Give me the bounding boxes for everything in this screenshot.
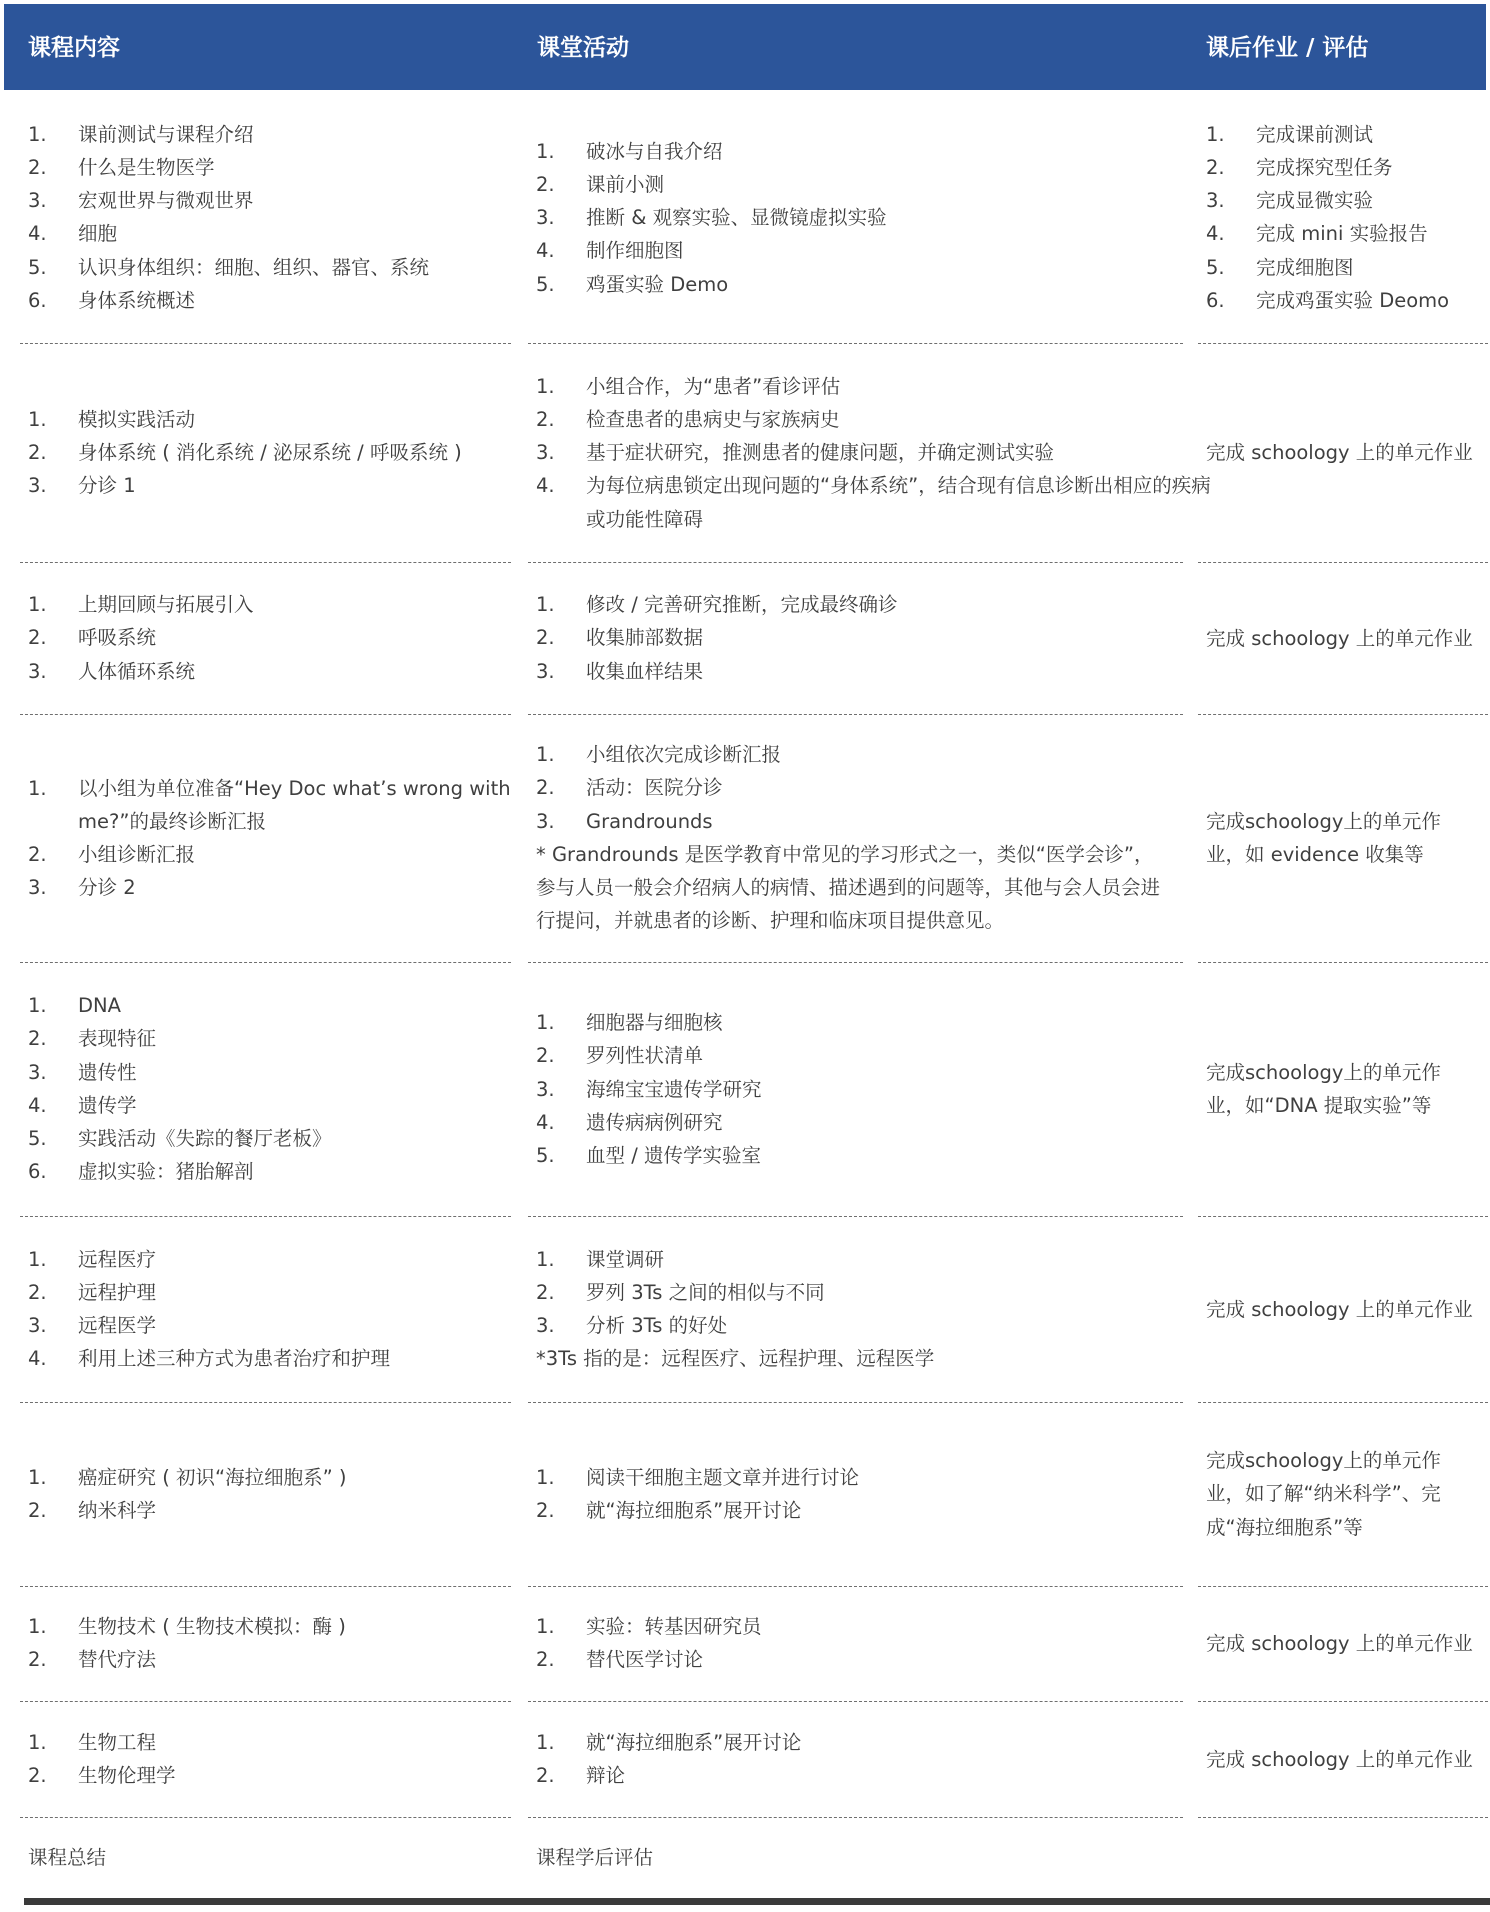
item-number: 4. xyxy=(536,474,555,498)
row-divider xyxy=(528,1586,1183,1587)
item-number: 5. xyxy=(536,1144,555,1168)
item-number: 3. xyxy=(536,206,555,230)
item-text: 修改 / 完善研究推断，完成最终确诊 xyxy=(586,593,898,616)
course-content-cell xyxy=(28,1610,508,1677)
item-number: 1. xyxy=(28,994,47,1017)
list-item xyxy=(536,1643,1226,1676)
list-item xyxy=(536,1610,1226,1643)
item-number: 6. xyxy=(1206,288,1225,312)
list-item xyxy=(28,217,558,250)
list-item xyxy=(28,403,558,436)
item-number: 3. xyxy=(28,189,47,213)
homework-cell xyxy=(1206,1056,1478,1123)
item-number: 1. xyxy=(536,593,555,616)
list-item xyxy=(536,135,1226,168)
list-item xyxy=(536,1243,1226,1276)
item-text: 表现特征 xyxy=(78,1027,157,1051)
item-text: 活动：医院分诊 xyxy=(586,776,723,800)
header-homework-assessment: 课后作业 / 评估 xyxy=(1206,35,1369,61)
item-text: 利用上述三种方式为患者治疗和护理 xyxy=(78,1347,391,1371)
item-number: 4. xyxy=(28,222,47,246)
item-text: 血型 / 遗传学实验室 xyxy=(586,1144,761,1168)
class-activities-cell xyxy=(536,135,1176,301)
list-item xyxy=(28,118,558,151)
numbered-list xyxy=(28,1726,508,1793)
header-course-content: 课程内容 xyxy=(28,35,120,61)
course-content-cell xyxy=(28,989,508,1189)
item-text: 推断 & 观察实验、显微镜虚拟实验 xyxy=(586,206,887,230)
item-number: 1. xyxy=(28,407,47,431)
course-content-cell xyxy=(28,1461,508,1528)
item-text: 身体系统概述 xyxy=(78,288,196,312)
table-header xyxy=(4,4,1486,90)
item-text: 课堂调研 xyxy=(586,1247,665,1271)
list-item xyxy=(536,234,1226,267)
item-number: 1. xyxy=(28,776,47,800)
row-divider xyxy=(528,1817,1183,1818)
item-text: 完成探究型任务 xyxy=(1256,155,1393,179)
numbered-list xyxy=(536,370,1211,536)
row-divider xyxy=(20,962,511,963)
list-item xyxy=(536,168,1226,201)
item-number: 3. xyxy=(536,1314,555,1338)
item-number: 4. xyxy=(536,239,555,263)
list-item xyxy=(28,469,558,502)
list-item xyxy=(28,1643,558,1676)
course-content-cell xyxy=(28,1243,508,1376)
item-text: 分诊 2 xyxy=(78,876,136,900)
homework-text: 完成 schoology 上的单元作业 xyxy=(1206,441,1473,464)
item-number: 3. xyxy=(28,659,47,683)
summary-activities-cell xyxy=(536,1841,653,1874)
item-text: 小组诊断汇报 xyxy=(78,843,196,867)
item-text: 罗列 3Ts 之间的相似与不同 xyxy=(586,1280,825,1304)
list-item xyxy=(28,1243,558,1276)
row-divider xyxy=(20,1586,511,1587)
list-item xyxy=(28,1122,558,1155)
item-text: 宏观世界与微观世界 xyxy=(78,189,254,213)
item-number: 5. xyxy=(28,255,47,279)
class-activities-cell xyxy=(536,1006,1176,1172)
list-item xyxy=(28,151,558,184)
homework-cell xyxy=(1206,622,1478,655)
list-item xyxy=(1206,251,1490,284)
list-item xyxy=(536,1759,1226,1792)
numbered-list xyxy=(1206,118,1478,318)
class-activities-cell xyxy=(536,370,1211,536)
list-item xyxy=(536,1726,1226,1759)
list-item xyxy=(28,838,558,871)
list-item xyxy=(536,771,1226,804)
class-activities-cell xyxy=(536,1726,1176,1793)
list-item xyxy=(536,268,1226,301)
item-text: 就“海拉细胞系”展开讨论 xyxy=(586,1498,802,1522)
item-number: 1. xyxy=(536,374,555,398)
item-number: 2. xyxy=(1206,155,1225,179)
row-divider xyxy=(20,1216,511,1217)
item-number: 4. xyxy=(1206,222,1225,246)
numbered-list xyxy=(536,1461,1176,1528)
row-divider xyxy=(20,714,511,715)
numbered-list xyxy=(536,738,1176,838)
item-text: 就“海拉细胞系”展开讨论 xyxy=(586,1730,802,1754)
list-item xyxy=(536,1006,1226,1039)
row-divider xyxy=(528,343,1183,344)
class-activities-cell xyxy=(536,1610,1176,1677)
item-text: 纳米科学 xyxy=(78,1498,157,1522)
numbered-list xyxy=(28,1243,508,1376)
item-number: 1. xyxy=(28,1615,47,1638)
item-text: 癌症研究 ( 初识“海拉细胞系” ) xyxy=(78,1465,347,1489)
list-item xyxy=(28,1309,558,1342)
list-item xyxy=(28,1155,558,1188)
item-number: 1. xyxy=(536,1615,555,1638)
item-number: 2. xyxy=(28,1648,47,1672)
item-number: 5. xyxy=(28,1127,47,1151)
item-text: 基于症状研究，推测患者的健康问题，并确定测试实验 xyxy=(586,441,1055,465)
item-text: 实践活动《失踪的餐厅老板》 xyxy=(78,1127,332,1151)
item-number: 6. xyxy=(28,1160,47,1184)
item-text: 呼吸系统 xyxy=(78,626,157,650)
item-text: 分析 3Ts 的好处 xyxy=(586,1314,728,1338)
post-course-assessment-text: 课程学后评估 xyxy=(536,1845,654,1869)
homework-text: 完成schoology上的单元作业，如“DNA 提取实验”等 xyxy=(1206,1060,1441,1117)
item-number: 1. xyxy=(28,122,47,146)
item-text: 认识身体组织：细胞、组织、器官、系统 xyxy=(78,255,430,279)
item-text: 分诊 1 xyxy=(78,474,136,498)
list-item xyxy=(536,655,1226,688)
list-item xyxy=(28,772,558,839)
numbered-list xyxy=(28,118,508,318)
item-number: 1. xyxy=(536,743,555,766)
numbered-list xyxy=(28,588,508,688)
list-item xyxy=(28,184,558,217)
row-divider xyxy=(1198,1402,1488,1403)
homework-cell xyxy=(1206,805,1478,872)
item-number: 2. xyxy=(536,1498,555,1522)
item-number: 1. xyxy=(28,1247,47,1271)
row-divider xyxy=(20,1402,511,1403)
homework-text: 完成schoology上的单元作业，如 evidence 收集等 xyxy=(1206,809,1441,866)
item-text: DNA xyxy=(78,994,121,1017)
homework-text: 完成 schoology 上的单元作业 xyxy=(1206,1747,1473,1771)
row-divider xyxy=(1198,562,1488,563)
list-item xyxy=(536,201,1226,234)
list-item xyxy=(28,1022,558,1055)
item-number: 2. xyxy=(28,440,47,464)
list-item xyxy=(28,1342,558,1375)
homework-cell xyxy=(1206,118,1478,318)
row-divider xyxy=(528,1701,1183,1702)
class-activities-cell xyxy=(536,738,1176,938)
item-number: 1. xyxy=(536,139,555,163)
list-item xyxy=(28,871,558,904)
item-text: 虚拟实验：猪胎解剖 xyxy=(78,1160,254,1184)
row-divider xyxy=(1198,1586,1488,1587)
item-number: 3. xyxy=(536,1077,555,1101)
list-item xyxy=(536,370,1226,403)
item-number: 3. xyxy=(28,1060,47,1084)
list-item xyxy=(28,655,558,688)
item-text: 收集肺部数据 xyxy=(586,626,704,650)
list-item xyxy=(28,1610,558,1643)
list-item xyxy=(1206,184,1490,217)
item-number: 4. xyxy=(536,1110,555,1134)
item-text: 生物技术 ( 生物技术模拟：酶 ) xyxy=(78,1615,346,1638)
list-item xyxy=(536,1106,1226,1139)
item-text: 为每位病患锁定出现问题的“身体系统”，结合现有信息诊断出相应的疾病或功能性障碍 xyxy=(586,474,1211,531)
item-text: 上期回顾与拓展引入 xyxy=(78,593,254,616)
numbered-list xyxy=(28,1461,508,1528)
item-text: 课前测试与课程介绍 xyxy=(78,122,254,146)
activity-footnote: *3Ts 指的是：远程医疗、远程护理、远程医学 xyxy=(536,1347,935,1371)
item-number: 1. xyxy=(28,1465,47,1489)
homework-cell xyxy=(1206,1627,1478,1660)
item-number: 2. xyxy=(28,1498,47,1522)
row-divider xyxy=(1198,1216,1488,1217)
item-number: 2. xyxy=(28,843,47,867)
list-item xyxy=(28,1759,558,1792)
row-divider xyxy=(20,1701,511,1702)
item-text: 辩论 xyxy=(586,1763,626,1787)
item-text: 完成课前测试 xyxy=(1256,122,1374,146)
list-item xyxy=(28,1276,558,1309)
item-text: 替代疗法 xyxy=(78,1648,157,1672)
class-activities-cell xyxy=(536,1243,1176,1376)
header-class-activities: 课堂活动 xyxy=(537,35,629,61)
list-item xyxy=(536,1039,1226,1072)
item-number: 2. xyxy=(536,776,555,800)
list-item xyxy=(28,989,558,1022)
item-number: 1. xyxy=(1206,122,1225,146)
item-text: 罗列性状清单 xyxy=(586,1044,704,1068)
list-item xyxy=(28,251,558,284)
row-divider xyxy=(528,962,1183,963)
course-content-cell xyxy=(28,118,508,318)
list-item xyxy=(28,436,558,469)
numbered-list xyxy=(28,772,511,905)
list-item xyxy=(536,588,1226,621)
homework-text: 完成 schoology 上的单元作业 xyxy=(1206,1297,1473,1321)
list-item xyxy=(536,469,1226,536)
homework-text: 完成schoology上的单元作业，如了解“纳米科学”、完成“海拉细胞系”等 xyxy=(1206,1449,1441,1539)
list-item xyxy=(28,1461,558,1494)
numbered-list xyxy=(536,1610,1176,1677)
numbered-list xyxy=(536,1243,1176,1343)
item-text: 小组合作，为“患者”看诊评估 xyxy=(586,374,841,398)
item-text: 阅读干细胞主题文章并进行讨论 xyxy=(586,1465,860,1489)
course-content-cell xyxy=(28,772,511,905)
list-item xyxy=(28,588,558,621)
item-number: 3. xyxy=(28,1314,47,1338)
item-text: 替代医学讨论 xyxy=(586,1648,704,1672)
item-number: 1. xyxy=(536,1247,555,1271)
item-text: 海绵宝宝遗传学研究 xyxy=(586,1077,762,1101)
class-activities-cell xyxy=(536,1461,1176,1528)
list-item xyxy=(1206,284,1490,317)
row-divider xyxy=(528,562,1183,563)
row-divider xyxy=(1198,962,1488,963)
item-text: 遗传病病例研究 xyxy=(586,1110,723,1134)
item-number: 3. xyxy=(1206,189,1225,213)
summary-content-cell xyxy=(28,1841,106,1874)
item-text: 实验：转基因研究员 xyxy=(586,1615,762,1638)
course-content-cell xyxy=(28,403,508,503)
item-text: 完成细胞图 xyxy=(1256,255,1354,279)
item-text: 制作细胞图 xyxy=(586,239,684,263)
item-number: 5. xyxy=(536,272,555,296)
item-number: 2. xyxy=(536,1763,555,1787)
list-item xyxy=(28,1056,558,1089)
item-number: 3. xyxy=(536,809,555,833)
item-number: 1. xyxy=(536,1465,555,1489)
item-text: 遗传性 xyxy=(78,1060,137,1084)
item-text: 课前小测 xyxy=(586,172,665,196)
row-divider xyxy=(1198,714,1488,715)
numbered-list xyxy=(536,588,1176,688)
homework-text: 完成 schoology 上的单元作业 xyxy=(1206,1632,1473,1655)
list-item xyxy=(536,1309,1226,1342)
list-item xyxy=(28,1089,558,1122)
item-number: 2. xyxy=(536,1280,555,1304)
table-bottom-border xyxy=(24,1898,1490,1905)
row-divider xyxy=(528,1402,1183,1403)
numbered-list xyxy=(28,989,508,1189)
item-text: 鸡蛋实验 Demo xyxy=(586,272,729,296)
item-number: 2. xyxy=(28,1763,47,1787)
item-number: 5. xyxy=(1206,255,1225,279)
item-number: 1. xyxy=(536,1011,555,1034)
item-text: 完成显微实验 xyxy=(1256,189,1374,213)
list-item xyxy=(536,1073,1226,1106)
row-divider xyxy=(20,562,511,563)
item-text: Grandrounds xyxy=(586,809,713,833)
list-item xyxy=(536,1276,1226,1309)
item-number: 2. xyxy=(536,407,555,431)
item-number: 4. xyxy=(28,1347,47,1371)
item-text: 完成 mini 实验报告 xyxy=(1256,222,1428,246)
row-divider xyxy=(20,343,511,344)
numbered-list xyxy=(28,403,508,503)
item-number: 2. xyxy=(28,626,47,650)
list-item xyxy=(28,621,558,654)
row-divider xyxy=(528,1216,1183,1217)
list-item xyxy=(536,1139,1226,1172)
homework-cell xyxy=(1206,1743,1478,1776)
item-text: 细胞 xyxy=(78,222,118,246)
row-divider xyxy=(20,1817,511,1818)
item-text: 远程医疗 xyxy=(78,1247,157,1271)
class-activities-cell xyxy=(536,588,1176,688)
homework-cell xyxy=(1206,436,1478,469)
item-number: 2. xyxy=(536,1648,555,1672)
activity-footnote: * Grandrounds 是医学教育中常见的学习形式之一，类似“医学会诊”，参与人员一般会介绍病人的病情、描述遇到的问题等，其他与会人员会进行提问，并就患者的诊断、护理和临床项目提供意见。 xyxy=(536,842,1161,933)
numbered-list xyxy=(536,1726,1176,1793)
item-text: 收集血样结果 xyxy=(586,659,704,683)
item-number: 3. xyxy=(536,441,555,465)
item-text: 模拟实践活动 xyxy=(78,407,196,431)
item-text: 完成鸡蛋实验 Deomo xyxy=(1256,288,1450,312)
item-text: 破冰与自我介绍 xyxy=(586,139,723,163)
item-text: 身体系统 ( 消化系统 / 泌尿系统 / 呼吸系统 ) xyxy=(78,440,462,464)
item-number: 1. xyxy=(28,1730,47,1754)
item-number: 2. xyxy=(536,172,555,196)
row-divider xyxy=(1198,1701,1488,1702)
item-text: 以小组为单位准备“Hey Doc what’s wrong with me?”的最终诊断汇报 xyxy=(78,776,511,833)
list-item xyxy=(536,738,1226,771)
course-summary-text: 课程总结 xyxy=(28,1845,107,1869)
homework-text: 完成 schoology 上的单元作业 xyxy=(1206,626,1473,650)
item-text: 人体循环系统 xyxy=(78,659,196,683)
list-item xyxy=(536,621,1226,654)
homework-cell xyxy=(1206,1293,1478,1326)
item-number: 1. xyxy=(536,1730,555,1754)
item-text: 生物伦理学 xyxy=(78,1763,176,1787)
list-item xyxy=(536,1461,1226,1494)
item-number: 1. xyxy=(28,593,47,616)
row-divider xyxy=(1198,1817,1488,1818)
item-number: 3. xyxy=(28,474,47,498)
item-text: 细胞器与细胞核 xyxy=(586,1011,723,1034)
list-item xyxy=(536,1494,1226,1527)
list-item xyxy=(1206,118,1490,151)
list-item xyxy=(28,1726,558,1759)
item-number: 2. xyxy=(536,1044,555,1068)
item-text: 什么是生物医学 xyxy=(78,155,215,179)
item-number: 6. xyxy=(28,288,47,312)
item-text: 小组依次完成诊断汇报 xyxy=(586,743,782,766)
list-item xyxy=(1206,151,1490,184)
course-content-cell xyxy=(28,588,508,688)
list-item xyxy=(536,805,1226,838)
numbered-list xyxy=(536,135,1176,301)
row-divider xyxy=(1198,343,1488,344)
item-text: 远程护理 xyxy=(78,1280,157,1304)
item-number: 2. xyxy=(536,626,555,650)
item-text: 远程医学 xyxy=(78,1314,157,1338)
numbered-list xyxy=(536,1006,1176,1172)
item-text: 遗传学 xyxy=(78,1093,137,1117)
list-item xyxy=(536,436,1226,469)
list-item xyxy=(28,284,558,317)
list-item xyxy=(28,1494,558,1527)
item-number: 2. xyxy=(28,155,47,179)
item-number: 2. xyxy=(28,1027,47,1051)
row-divider xyxy=(528,714,1183,715)
item-number: 3. xyxy=(28,876,47,900)
numbered-list xyxy=(28,1610,508,1677)
list-item xyxy=(536,403,1226,436)
item-number: 3. xyxy=(536,659,555,683)
item-number: 4. xyxy=(28,1093,47,1117)
homework-cell xyxy=(1206,1444,1478,1544)
list-item xyxy=(1206,217,1490,250)
item-text: 检查患者的患病史与家族病史 xyxy=(586,407,840,431)
item-number: 2. xyxy=(28,1280,47,1304)
course-content-cell xyxy=(28,1726,508,1793)
item-text: 生物工程 xyxy=(78,1730,157,1754)
